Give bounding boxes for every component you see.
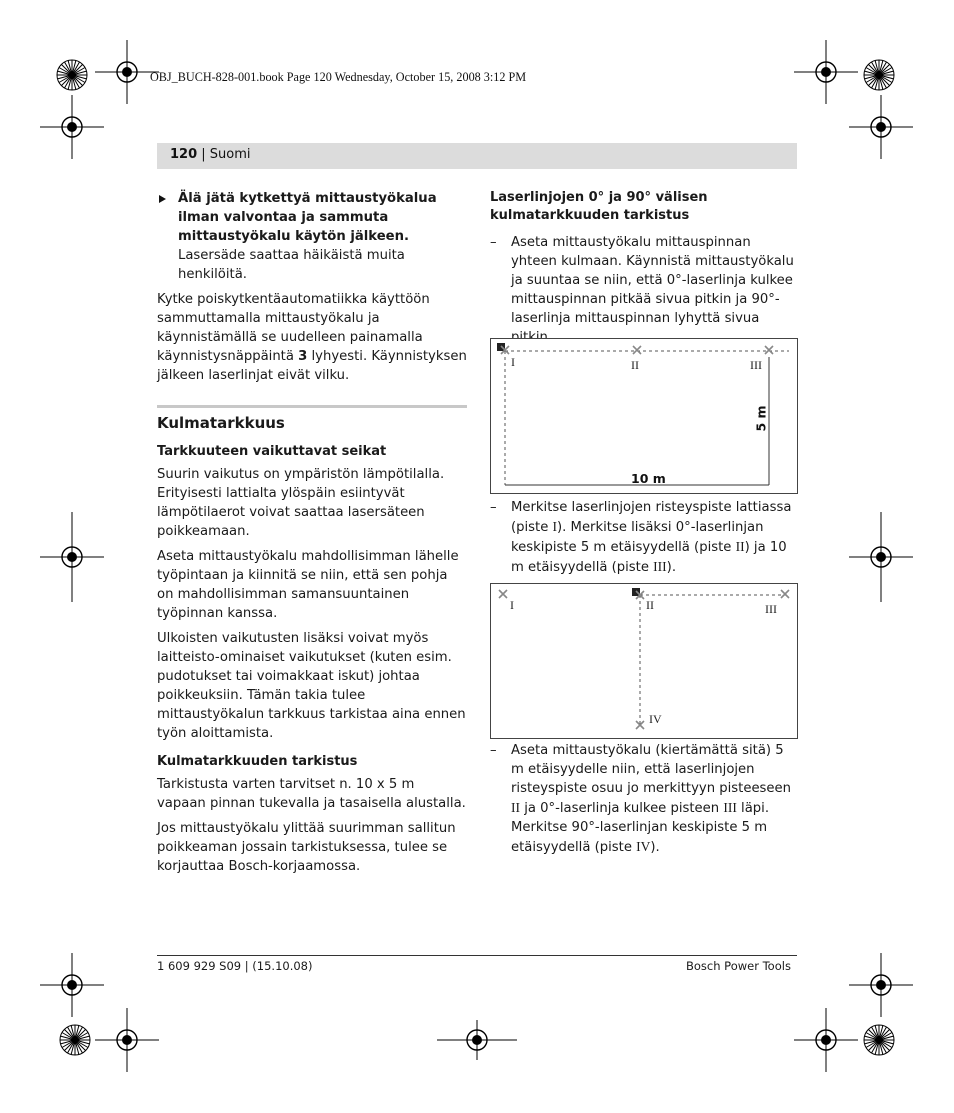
left-column: [157, 189, 467, 882]
footer-brand: Bosch Power Tools: [686, 959, 791, 973]
header-bar: [157, 143, 797, 169]
registration-dot-icon: [67, 980, 77, 990]
rosette-center-icon: [876, 72, 882, 78]
step-3: [490, 741, 800, 857]
check-heading: Laserlinjojen 0° ja 90° välisen kulmatarkkuuden tarkistus: [490, 190, 708, 223]
point-ref: I: [552, 519, 558, 534]
registration-dot-icon: [876, 980, 886, 990]
step-1-text: Aseta mittaustyökalu mittauspinnan yhteen kulmaan. Käynnistä mittaustyökalu ja suuntaa se niin, että 0°-laserlinja kulkee mittauspinnan pitkää sivua pitkin ja 90°-laserlinja mittauspinnan lyhyttä sivua: [511, 235, 794, 326]
cross-marks: [499, 590, 789, 729]
para1-text: Kytke poiskytkentäautomatiikka käyttöön sammuttamalla mittaustyökalu ja käynnistämällä se uudelleen painamalla käynnistysnäppäintä: [157, 292, 430, 364]
warning-bold: Älä jätä kytkettyä mittaustyökalua ilman valvontaa ja sammuta mittaustyökalu käytön jälkeen.: [178, 191, 437, 244]
registration-dot-icon: [67, 122, 77, 132]
point-ref: III: [653, 559, 667, 574]
warning-rest: Lasersäde saattaa häikäistä muita henkilöitä.: [178, 248, 405, 282]
page-number: 120: [170, 147, 198, 162]
point-ref: II: [511, 800, 520, 815]
point-label-II: II: [646, 598, 654, 612]
step-3-text: läpi. Merkitse 90°-laserlinjan keskipiste 5 m etäisyydellä (piste: [511, 801, 770, 855]
rosette-center-icon: [69, 72, 75, 78]
step-3-text: ja 0°-laserlinja kulkee pisteen: [520, 801, 724, 816]
dimension-label-horizontal: 10 m: [631, 471, 666, 486]
point-label-I: I: [510, 598, 514, 612]
point-ref: II: [735, 539, 745, 554]
footer-doc-number: 1 609 929 S09 | (15.10.08): [157, 959, 313, 973]
section-rule: [157, 405, 467, 408]
step-2-text: ) ja 10 m etäisyydellä (piste: [511, 540, 787, 575]
step-2-text: ). Merkitse lisäksi 0°-laserlinjan keskipiste 5 m etäisyydellä (piste: [511, 520, 764, 555]
point-ref: IV: [636, 839, 651, 854]
paragraph-device-effects: Ulkoisten vaikutusten lisäksi voivat myös laitteisto-ominaiset vaikutukset (kuten esim. pudotukset tai voimakkaat iskut) johtaa poikkeuksiin. Tämän takia tulee mittaustyökalun tarkkuus tarkistaa aina ennen työn aloittamista.: [157, 631, 466, 741]
cross-marks: [501, 346, 773, 354]
dimension-label-vertical: 5 m: [753, 405, 769, 432]
dash: –: [490, 500, 497, 515]
book-slug: OBJ_BUCH-828-001.book Page 120 Wednesday, October 15, 2008 3:12 PM: [150, 70, 527, 84]
rosette-center-icon: [72, 1037, 78, 1043]
point-label-II: II: [631, 358, 639, 372]
rosette-center-icon: [876, 1037, 882, 1043]
point-ref: III: [723, 800, 737, 815]
point-label-IV: IV: [649, 712, 662, 726]
registration-dot-icon: [67, 552, 77, 562]
point-label-III: III: [750, 358, 762, 372]
triangle-bullet-icon: [159, 195, 166, 203]
figure-1: [490, 338, 798, 494]
dash: –: [490, 235, 497, 250]
paragraph-surface: Tarkistusta varten tarvitset n. 10 x 5 m vapaan pinnan tukevalla ja tasaisella alustalla.: [157, 777, 466, 811]
cross-icon: [633, 346, 641, 354]
step-3-block: [490, 741, 800, 863]
page-header: [170, 147, 251, 162]
step-2: [490, 498, 800, 577]
step-2-text: Merkitse laserlinjojen risteyspiste lattiassa (piste: [511, 500, 792, 535]
para1-text-end: lyhyesti. Käynnistyksen jälkeen laserlinjat eivät vilku.: [157, 349, 467, 383]
paragraph-placement: Aseta mittaustyökalu mahdollisimman lähelle työpintaan ja kiinnitä se niin, että sen pohja on mahdollisimman samansuuntainen työpinnan kanssa.: [157, 549, 459, 621]
registration-dot-icon: [821, 67, 831, 77]
right-column: [490, 189, 800, 353]
step-3-text: ).: [650, 840, 660, 855]
step-2-text: ).: [666, 560, 677, 575]
registration-dot-icon: [876, 122, 886, 132]
button-ref: 3: [298, 349, 308, 364]
registration-dot-icon: [122, 67, 132, 77]
figure-2: [490, 583, 798, 739]
cross-icon: [499, 590, 507, 598]
cross-icon: [765, 346, 773, 354]
footer-rule: [157, 955, 797, 956]
step-1: [490, 233, 800, 347]
dash: –: [490, 743, 497, 758]
step-2-block: [490, 498, 800, 583]
step-3-text: Aseta mittaustyökalu (kiertämättä sitä) 5 m etäisyydelle niin, että laserlinjojen risteyspiste osuu jo merkittyyn pisteeseen: [511, 743, 792, 796]
header-separator: |: [197, 147, 210, 162]
section-title: Kulmatarkkuus: [157, 414, 285, 432]
paragraph-temperature: Suurin vaikutus on ympäristön lämpötilalla. Erityisesti lattialta ylöspäin esiintyvät lämpötilaerot voivat saattaa lasersäteen poikkeamaan.: [157, 467, 445, 539]
cross-icon: [781, 590, 789, 598]
auto-off-paragraph: [157, 290, 467, 385]
registration-dot-icon: [472, 1035, 482, 1045]
warning-paragraph: [157, 189, 467, 284]
paragraph-repair: Jos mittaustyökalu ylittää suurimman sallitun poikkeaman jossain tarkistuksessa, tulee se korjauttaa Bosch-korjaamossa.: [157, 821, 456, 874]
point-label-III: III: [765, 602, 777, 616]
header-language: Suomi: [209, 147, 251, 162]
point-label-I: I: [511, 355, 515, 369]
registration-dot-icon: [821, 1035, 831, 1045]
figure-2-drawing: [491, 584, 797, 738]
registration-dot-icon: [122, 1035, 132, 1045]
registration-dot-icon: [876, 552, 886, 562]
subheading-influences: Tarkkuuteen vaikuttavat seikat: [157, 444, 387, 459]
subheading-check: Kulmatarkkuuden tarkistus: [157, 754, 358, 769]
